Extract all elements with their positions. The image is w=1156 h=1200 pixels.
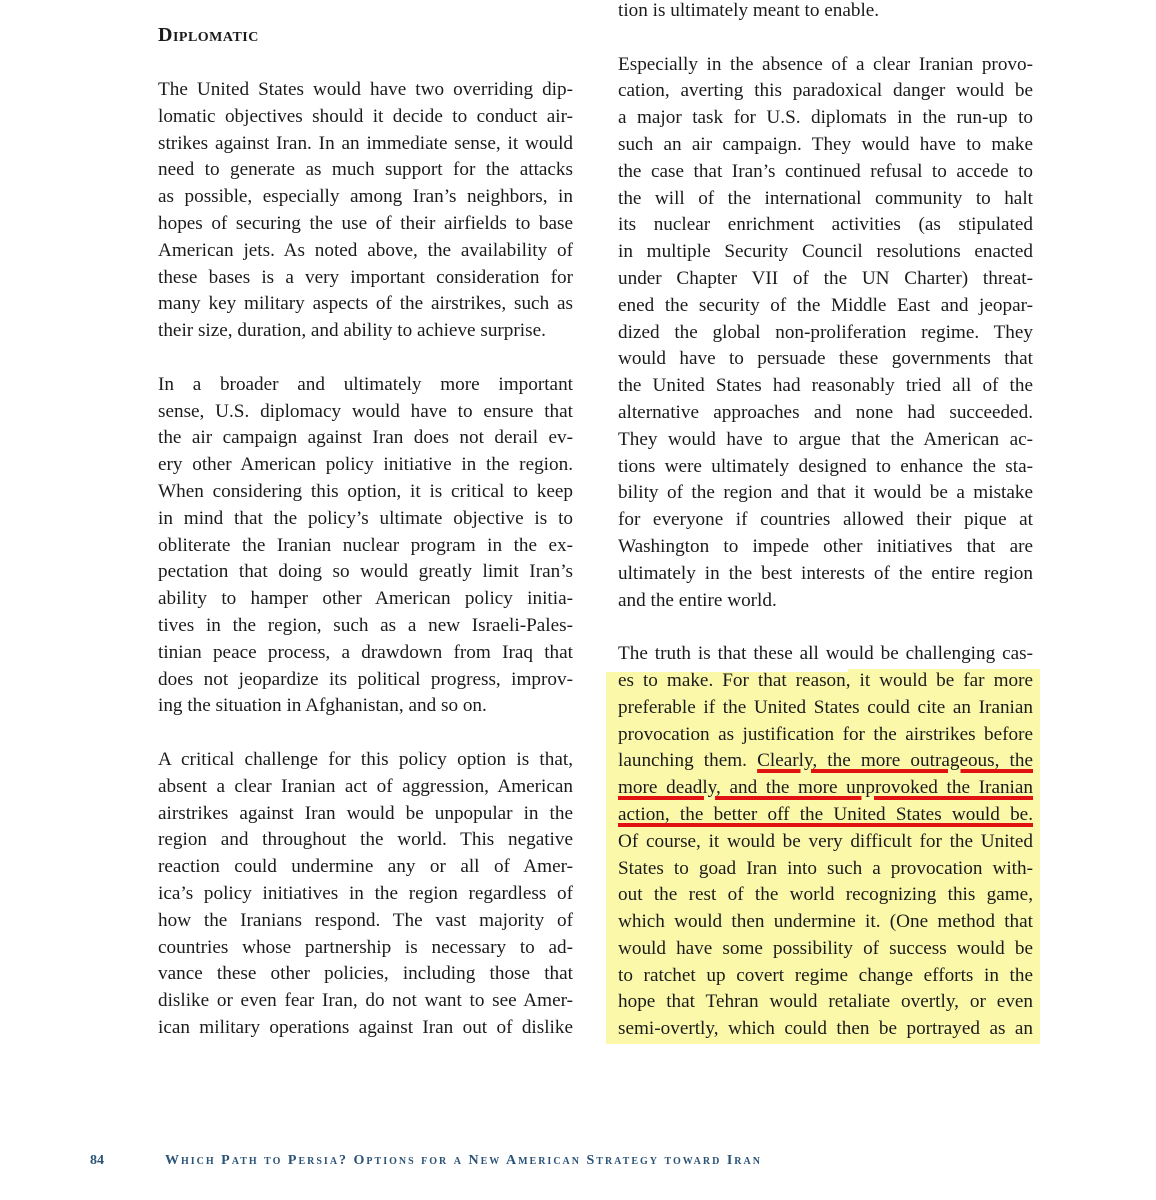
text-line: ica’s policy initiatives in the region regardless of: [158, 882, 573, 904]
text-line: and the entire world.: [618, 589, 777, 611]
text-line: hopes of securing the use of their airfields to base: [158, 212, 573, 234]
text-line: the case that Iran’s continued refusal to accede to: [618, 160, 1033, 182]
text-line: Washington to impede other initiatives that are: [618, 535, 1033, 557]
section-heading: Diplomatic: [158, 24, 259, 46]
highlighted-text-line: States to goad Iran into such a provocation with-: [618, 857, 1033, 879]
paragraph-gap: [618, 25, 1033, 52]
highlighted-text-line: to ratchet up covert regime change efforts in the: [618, 964, 1033, 986]
text-line: tion is ultimately meant to enable.: [618, 0, 880, 21]
paragraph: [158, 77, 573, 345]
highlighted-text-line: would have some possibility of success would be: [618, 937, 1033, 959]
text-line: American jets. As noted above, the availability of: [158, 239, 573, 261]
text-line: airstrikes against Iran would be unpopular in the: [158, 802, 573, 824]
text-line: such an air campaign. They would have to make: [618, 133, 1033, 155]
text-line: under Chapter VII of the UN Charter) threat-: [618, 267, 1033, 289]
text-line: In a broader and ultimately more important: [158, 373, 573, 395]
paragraph: [158, 372, 573, 720]
text-line: bility of the region and that it would be a mistake: [618, 482, 1033, 504]
paragraph-gap: [158, 720, 573, 747]
highlighted-text-line: out the rest of the world recognizing this game,: [618, 884, 1033, 906]
text-line: ultimately in the best interests of the entire region: [618, 562, 1033, 584]
text-line: the will of the international community to halt: [618, 187, 1033, 209]
text-line: pectation that doing so would greatly limit Iran’s: [158, 561, 573, 583]
highlighted-text-line: semi-overtly, which could then be portrayed as an: [618, 1018, 1033, 1040]
text-line: tives in the region, such as a new Israeli-Pales-: [158, 614, 573, 636]
text-line: ened the security of the Middle East and jeopar-: [618, 294, 1033, 316]
text-line: ery other American policy initiative in the region.: [158, 454, 573, 476]
paragraph: [618, 641, 1033, 1043]
text-line: ican military operations against Iran out of dislike: [158, 1016, 573, 1038]
highlighted-text: it would be far more: [859, 669, 1033, 691]
text-line: the air campaign against Iran does not derail ev-: [158, 427, 573, 449]
highlighted-text-line: provocation as justification for the airstrikes before: [618, 723, 1033, 745]
text-run: launching them.: [618, 750, 758, 772]
text-line: their size, duration, and ability to achieve surprise.: [158, 320, 546, 342]
text-line: They would have to argue that the American ac-: [618, 428, 1033, 450]
text-line: the United States had reasonably tried all of the: [618, 375, 1033, 397]
text-line: dislike or even fear Iran, do not want to see Amer-: [158, 990, 573, 1012]
text-line: obliterate the Iranian nuclear program in the ex-: [158, 534, 573, 556]
text-line: reaction could undermine any or all of Amer-: [158, 856, 573, 878]
text-line: absent a clear Iranian act of aggression, American: [158, 775, 573, 797]
text-line: many key military aspects of the airstrikes, such as: [158, 293, 573, 315]
text-line: The United States would have two overriding dip-: [158, 79, 573, 100]
page-number: 84: [90, 1153, 104, 1168]
text-line: tions were ultimately designed to enhance the sta-: [618, 455, 1033, 477]
highlighted-text-line: which would then undermine it. (One method that: [618, 911, 1033, 933]
text-line: countries whose partnership is necessary to ad-: [158, 936, 573, 958]
text-line: The truth is that these all would be challenging cas-: [618, 643, 1033, 665]
underlined-text: action, the better off the United States would be.: [618, 803, 1033, 825]
text-line: as possible, especially among Iran’s neighbors, in: [158, 186, 573, 208]
underlined-text-line: [618, 775, 1033, 802]
highlighted-text-line: [618, 748, 1033, 775]
text-line: would have to persuade these governments that: [618, 348, 1033, 370]
text-line: its nuclear enrichment activities (as stipulated: [618, 214, 1033, 236]
text-line: in mind that the policy’s ultimate objective is to: [158, 507, 573, 529]
text-line: in multiple Security Council resolutions enacted: [618, 241, 1033, 263]
underlined-text-line: [618, 802, 1033, 829]
highlighted-text-line: preferable if the United States could cite an Iranian: [618, 696, 1033, 718]
text-line: [618, 668, 1033, 695]
underlined-text: Clearly, the more outrageous, the: [757, 750, 1033, 772]
text-line: a major task for U.S. diplomats in the run-up to: [618, 107, 1033, 129]
text-line: A critical challenge for this policy option is that,: [158, 748, 573, 770]
text-line: strikes against Iran. In an immediate sense, it would: [158, 132, 573, 154]
text-line: these bases is a very important consideration for: [158, 266, 573, 288]
text-line: Especially in the absence of a clear Iranian provo-: [618, 53, 1033, 75]
text-line: When considering this option, it is critical to keep: [158, 480, 573, 502]
text-line: region and throughout the world. This negative: [158, 829, 573, 851]
text-line: alternative approaches and none had succeeded.: [618, 401, 1033, 423]
right-column: [618, 0, 1033, 1043]
text-line: cation, averting this paradoxical danger would be: [618, 80, 1033, 102]
text-line: lomatic objectives should it decide to conduct air-: [158, 105, 573, 127]
text-line: does not jeopardize its political progress, improv-: [158, 668, 573, 690]
underlined-text: more deadly, and the more unprovoked the Iranian: [618, 777, 1033, 799]
left-column: [158, 77, 573, 1042]
highlighted-text-line: hope that Tehran would retaliate overtly, or even: [618, 991, 1033, 1013]
text-line: how the Iranians respond. The vast majority of: [158, 909, 573, 931]
text-line: tinian peace process, a drawdown from Iraq that: [158, 641, 573, 663]
paragraph: [158, 747, 573, 1042]
text-run: es to make. For that reason,: [618, 669, 860, 691]
paragraph-gap: [158, 345, 573, 372]
text-line: sense, U.S. diplomacy would have to ensure that: [158, 400, 573, 422]
running-title: Which Path to Persia? Options for a New American Strategy toward Iran: [165, 1153, 762, 1168]
paragraph-gap: [618, 614, 1033, 641]
paragraph: [618, 52, 1033, 615]
text-line: vance these other policies, including those that: [158, 963, 573, 985]
text-line: ing the situation in Afghanistan, and so on.: [158, 695, 487, 717]
text-line: need to generate as much support for the attacks: [158, 159, 573, 181]
text-line: dized the global non-proliferation regime. They: [618, 321, 1033, 343]
highlighted-text-line: Of course, it would be very difficult for the United: [618, 830, 1033, 852]
text-line: for everyone if countries allowed their pique at: [618, 509, 1033, 531]
text-line: ability to hamper other American policy initia-: [158, 588, 573, 610]
